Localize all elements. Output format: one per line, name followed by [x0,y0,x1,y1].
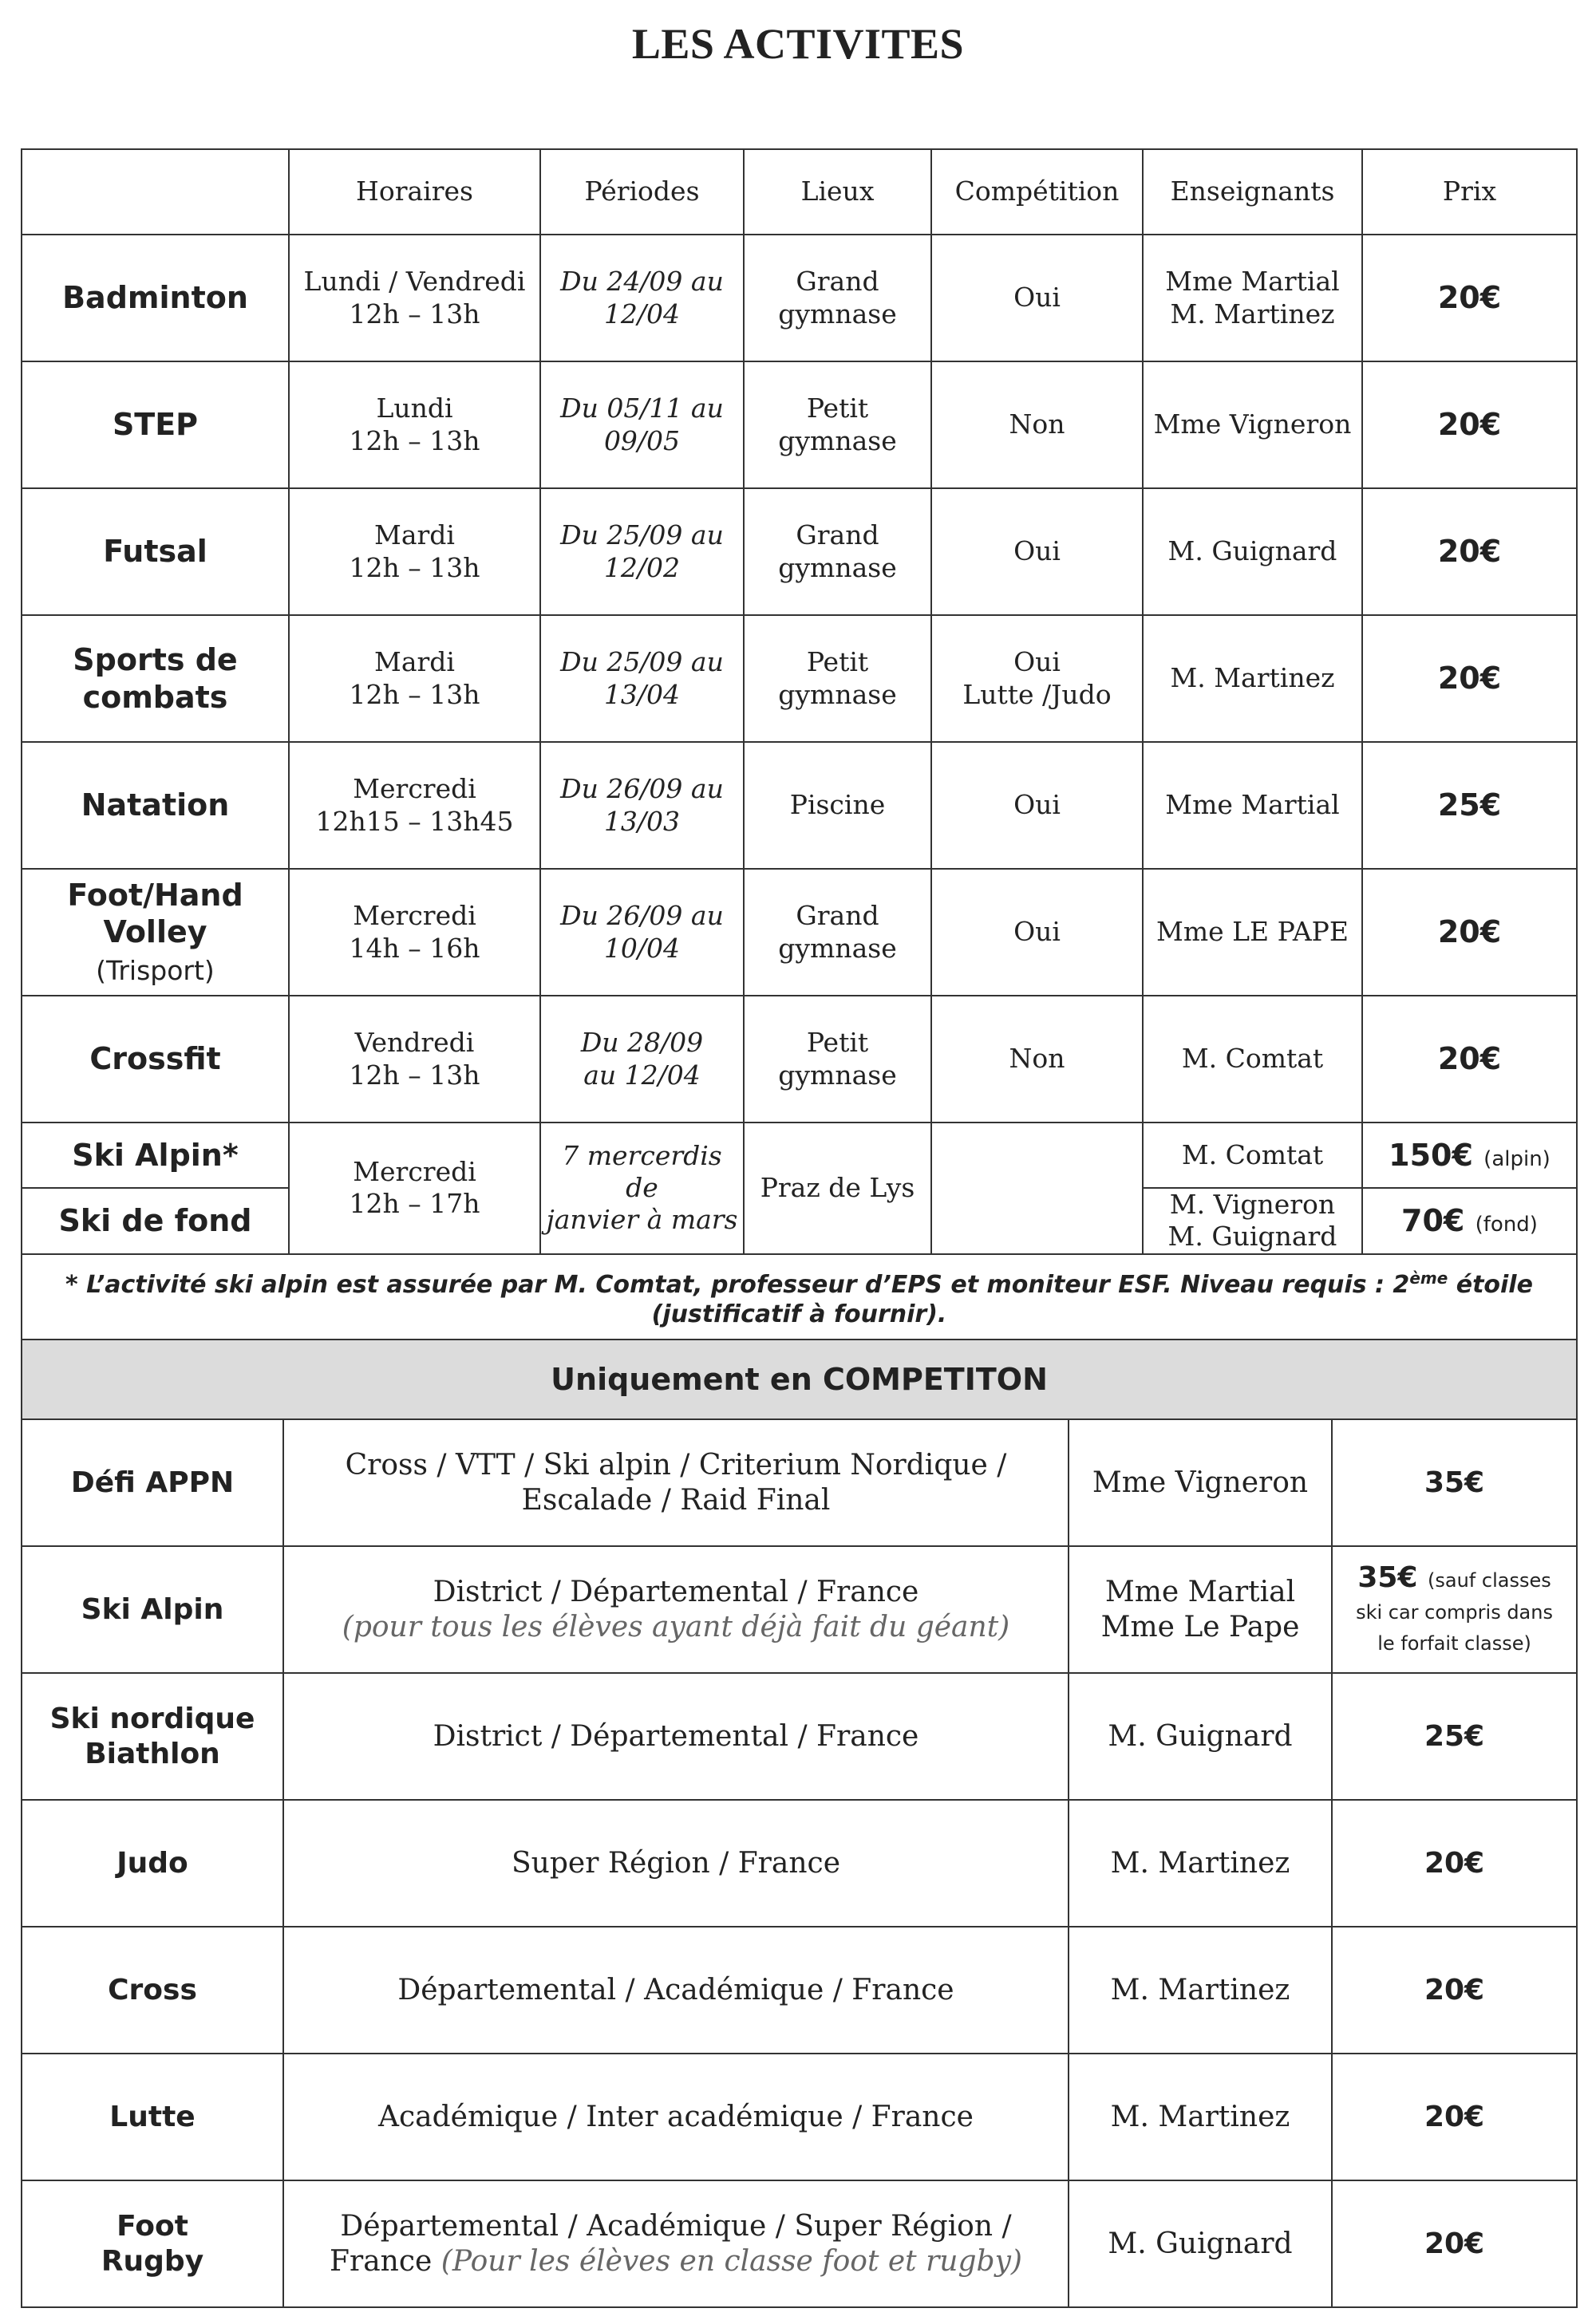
activity-name-text: Badminton [62,280,248,316]
activity-name [22,996,289,1123]
ski-note-line2: (justificatif à fournir). [651,1300,947,1328]
activities-table [21,148,1578,1346]
periode-line1: Du 26/09 au [560,773,724,805]
lieu-line2: gymnase [778,551,897,583]
activities-body [22,235,1577,1123]
competition-enseignant-1: M. Martinez [1110,1846,1290,1880]
enseignant-line1: M. Comtat [1181,1043,1324,1075]
competition-row [22,2054,1577,2180]
periode-line2: 12/02 [603,551,681,583]
activity-row [22,361,1577,488]
activity-lieu [744,615,931,742]
periode-line1: Du 25/09 au [560,646,724,678]
competition-name [22,1419,283,1546]
competition-niveaux-line2: Escalade / Raid Final [521,1483,831,1517]
enseignant-line1: M. Martinez [1170,662,1335,694]
ski-horaires-line1: Mercredi [353,1156,476,1187]
activity-name [22,235,289,361]
ski-alpin-prix [1362,1123,1577,1188]
periode-line1: Du 26/09 au [560,900,724,932]
activity-enseignants [1143,996,1362,1123]
competition-name [22,1546,283,1673]
competition-name-text-2: Biathlon [85,1737,220,1770]
activity-horaires [289,869,540,996]
activity-name-text: Crossfit [89,1041,221,1077]
periode-line2: 13/03 [603,805,681,837]
activity-prix: 25€ [1362,742,1577,869]
enseignant-line1: M. Guignard [1167,535,1337,567]
competition-name-text-2: Rugby [101,2244,204,2278]
competition-prix [1332,1800,1577,1927]
ski-fond-enseignant-1: M. Vigneron [1169,1189,1336,1220]
competition-niveaux-line1: Cross / VTT / Ski alpin / Criterium Nordique / [345,1448,1007,1482]
competition-prix-value: 35€ [1357,1561,1418,1595]
lieu-line2: gymnase [778,932,897,964]
lieu-line1: Petit [806,1027,869,1059]
competition-enseignant-1: Mme Martial [1104,1575,1296,1608]
ski-horaires [289,1123,540,1254]
competition-enseignants [1069,1546,1332,1673]
competition-niveaux [283,1927,1069,2054]
ski-fond-enseignants [1143,1188,1362,1254]
horaires-line2: 12h – 13h [349,678,480,710]
ski-note-text: * L’activité ski alpin est assurée par M. Comtat, professeur d’EPS et moniteur ESF. Niveau requis : 2 [65,1271,1410,1300]
horaires-line1: Lundi / Vendredi [303,266,526,298]
enseignant-line1: Mme LE PAPE [1156,916,1349,948]
activity-competition [931,869,1143,996]
lieu-line2: gymnase [778,678,897,710]
lieu-line1: Petit [806,646,869,678]
competition-prix-value: 20€ [1424,2227,1485,2260]
competition-prix-value: 20€ [1424,2100,1485,2133]
competition-row [22,2180,1577,2307]
horaires-line2: 12h – 13h [349,424,480,456]
competition-prix-value: 20€ [1424,1846,1485,1880]
competition-enseignant-1: M. Martinez [1110,1973,1290,2006]
periode-line1: Du 28/09 [580,1027,704,1059]
periode-line2: 10/04 [603,932,681,964]
horaires-line1: Mercredi [353,900,476,932]
header-empty [22,149,289,235]
page-title: LES ACTIVITES [631,20,965,68]
activity-lieu [744,361,931,488]
lieu-line2: gymnase [778,298,897,329]
horaires-line1: Mardi [374,519,455,551]
ski-periodes-line1: 7 mercerdis de [562,1139,722,1204]
competition-prix-note-2: ski car compris dans [1356,1600,1553,1624]
ski-alpin-name: Ski Alpin* [22,1123,289,1188]
activity-name-text: Sports de [73,642,238,678]
competition-line2: Lutte /Judo [962,678,1112,710]
horaires-line1: Vendredi [354,1027,475,1059]
ski-fond-enseignant-2: M. Guignard [1167,1221,1337,1253]
activity-periode [540,235,744,361]
ski-alpin-row [22,1123,1577,1188]
competition-line1: Non [1009,408,1065,440]
competition-enseignants [1069,2180,1332,2307]
competition-prix [1332,1927,1577,2054]
horaires-line2: 12h – 13h [349,1059,480,1091]
ski-note-sup: ème [1409,1269,1448,1288]
activity-name [22,361,289,488]
competition-niveaux-line1: Académique / Inter académique / France [378,2100,974,2133]
periode-line1: Du 25/09 au [560,519,724,551]
competition-niveaux-line1: Départemental / Académique / Super Région / [340,2209,1012,2243]
horaires-line1: Mercredi [353,773,476,805]
activity-name-sub: (Trisport) [96,954,215,986]
horaires-line2: 12h – 13h [349,551,480,583]
activity-prix: 20€ [1362,235,1577,361]
activity-enseignants [1143,235,1362,361]
activity-name-text: Foot/Hand [67,877,243,913]
competition-name [22,1800,283,1927]
activity-horaires [289,235,540,361]
competition-prix [1332,2054,1577,2180]
competition-niveaux-line1: Départemental / Académique / France [397,1973,954,2006]
lieu-line1: Grand [796,900,879,932]
activity-lieu [744,235,931,361]
ski-fond-prix-value: 70€ [1401,1203,1465,1239]
competition-niveaux [283,2054,1069,2180]
activity-periode [540,488,744,615]
activity-lieu [744,488,931,615]
activity-name-text: STEP [112,407,199,443]
competition-table [21,1339,1578,2308]
lieu-line2: gymnase [778,1059,897,1091]
activity-enseignants [1143,488,1362,615]
competition-line1: Oui [1013,916,1061,948]
enseignant-line1: Mme Vigneron [1153,408,1352,440]
competition-line1: Oui [1013,789,1061,821]
competition-name-text: Ski nordique [49,1702,255,1735]
activity-prix: 20€ [1362,996,1577,1123]
activity-horaires [289,361,540,488]
enseignant-line1: Mme Martial [1165,789,1340,821]
lieu-line1: Grand [796,266,879,298]
header-enseignants: Enseignants [1143,149,1362,235]
periode-line1: Du 24/09 au [560,266,724,298]
activity-row [22,996,1577,1123]
ski-periodes [540,1123,744,1254]
periode-line2: 12/04 [603,298,681,329]
competition-banner-row [22,1340,1577,1419]
competition-niveaux-line1: Super Région / France [512,1846,840,1880]
activity-prix: 20€ [1362,361,1577,488]
competition-name-text: Foot [117,2209,188,2243]
activity-competition [931,361,1143,488]
competition-enseignants [1069,1419,1332,1546]
ski-periodes-line2: janvier à mars [546,1204,738,1236]
activity-enseignants [1143,742,1362,869]
horaires-line2: 14h – 16h [349,932,480,964]
competition-name-text: Ski Alpin [81,1592,224,1626]
periode-line2: 09/05 [603,424,681,456]
periode-line2: 13/04 [603,678,681,710]
ski-horaires-line2: 12h – 17h [349,1188,480,1220]
activity-periode [540,742,744,869]
competition-prix-note-3: le forfait classe) [1377,1632,1531,1655]
competition-line1: Oui [1013,646,1061,678]
competition-enseignants [1069,1673,1332,1800]
ski-note-text-end: étoile [1448,1271,1533,1300]
competition-enseignants [1069,1800,1332,1927]
lieu-line1: Petit [806,393,869,424]
activity-competition [931,742,1143,869]
competition-prix-note: (sauf classes [1428,1569,1551,1592]
activity-competition [931,996,1143,1123]
competition-niveaux [283,1673,1069,1800]
ski-note-row [22,1254,1577,1345]
competition-prix-value: 35€ [1424,1466,1485,1499]
activity-competition [931,235,1143,361]
competition-niveaux [283,1546,1069,1673]
activity-row [22,488,1577,615]
activity-periode [540,996,744,1123]
periode-line1: Du 05/11 au [560,393,724,424]
activity-periode [540,361,744,488]
activity-name-text: Futsal [103,534,207,570]
competition-enseignant-2: Mme Le Pape [1100,1610,1300,1643]
activity-prix: 20€ [1362,488,1577,615]
activity-horaires [289,488,540,615]
header-competition: Compétition [931,149,1143,235]
ski-fond-prix-note: (fond) [1475,1213,1538,1237]
activity-horaires [289,615,540,742]
ski-lieu: Praz de Lys [744,1123,931,1254]
activity-row [22,869,1577,996]
competition-row [22,1673,1577,1800]
activity-lieu [744,996,931,1123]
activity-name [22,615,289,742]
competition-name [22,2180,283,2307]
activity-enseignants [1143,361,1362,488]
periode-line2: au 12/04 [583,1059,701,1091]
activity-prix: 20€ [1362,869,1577,996]
ski-note [22,1254,1577,1345]
competition-niveaux [283,1800,1069,1927]
activity-row [22,235,1577,361]
competition-niveaux [283,2180,1069,2307]
competition-niveaux-note: (Pour les élèves en classe foot et rugby) [440,2244,1022,2278]
competition-enseignants [1069,1927,1332,2054]
activity-name-text-2: Volley [103,914,207,950]
ski-alpin-enseignant: M. Comtat [1143,1123,1362,1188]
header-periodes: Périodes [540,149,744,235]
lieu-line1: Piscine [789,789,886,821]
competition-name [22,2054,283,2180]
enseignant-line1: Mme Martial [1165,266,1340,298]
lieu-line1: Grand [796,519,879,551]
activity-row [22,615,1577,742]
activity-enseignants [1143,869,1362,996]
competition-prix [1332,1673,1577,1800]
competition-name [22,1673,283,1800]
competition-row [22,1546,1577,1673]
competition-niveaux-line1: District / Départemental / France [433,1575,919,1608]
competition-banner: Uniquement en COMPETITON [22,1340,1577,1419]
activity-row [22,742,1577,869]
competition-enseignant-1: M. Guignard [1108,1719,1293,1753]
activity-name [22,869,289,996]
activity-horaires [289,742,540,869]
ski-competition-empty [931,1123,1143,1254]
activity-name-text: Natation [81,787,230,823]
competition-niveaux-line1: District / Départemental / France [433,1719,919,1753]
ski-alpin-prix-value: 150€ [1389,1137,1473,1173]
horaires-line2: 12h – 13h [349,298,480,329]
competition-line1: Oui [1013,282,1061,314]
competition-name-text: Défi APPN [70,1466,235,1499]
competition-line1: Non [1009,1043,1065,1075]
enseignant-line2: M. Martinez [1170,298,1335,329]
activity-name [22,488,289,615]
competition-enseignants [1069,2054,1332,2180]
ski-fond-prix [1362,1188,1577,1254]
competition-name-text: Judo [117,1846,188,1880]
activity-competition [931,488,1143,615]
activity-lieu [744,869,931,996]
competition-name [22,1927,283,2054]
activity-name [22,742,289,869]
activity-name-text-2: combats [82,679,228,715]
activity-enseignants [1143,615,1362,742]
competition-enseignant-1: M. Martinez [1110,2100,1290,2133]
competition-row [22,1419,1577,1546]
horaires-line1: Mardi [374,646,455,678]
competition-row [22,1927,1577,2054]
competition-prix [1332,1419,1577,1546]
activity-prix: 20€ [1362,615,1577,742]
competition-enseignant-1: M. Guignard [1108,2227,1293,2260]
competition-name-text: Cross [108,1973,197,2006]
activity-periode [540,615,744,742]
competition-prix [1332,2180,1577,2307]
activity-competition [931,615,1143,742]
activity-periode [540,869,744,996]
competition-prix-value: 25€ [1424,1719,1485,1753]
header-horaires: Horaires [289,149,540,235]
competition-enseignant-1: Mme Vigneron [1092,1466,1309,1499]
activity-lieu [744,742,931,869]
header-row [22,149,1577,235]
ski-fond-name: Ski de fond [22,1188,289,1254]
competition-niveaux-note: (pour tous les élèves ayant déjà fait du géant) [342,1610,1010,1643]
competition-row [22,1800,1577,1927]
lieu-line2: gymnase [778,424,897,456]
competition-name-text: Lutte [109,2100,196,2133]
competition-niveaux-line2: France [330,2244,441,2278]
competition-prix-value: 20€ [1424,1973,1485,2006]
competition-body [22,1419,1577,2307]
horaires-line2: 12h15 – 13h45 [315,805,514,837]
header-prix: Prix [1362,149,1577,235]
competition-niveaux [283,1419,1069,1546]
competition-line1: Oui [1013,535,1061,567]
ski-alpin-prix-note: (alpin) [1483,1146,1551,1171]
horaires-line1: Lundi [376,393,453,424]
header-lieux: Lieux [744,149,931,235]
activity-horaires [289,996,540,1123]
competition-prix [1332,1546,1577,1673]
